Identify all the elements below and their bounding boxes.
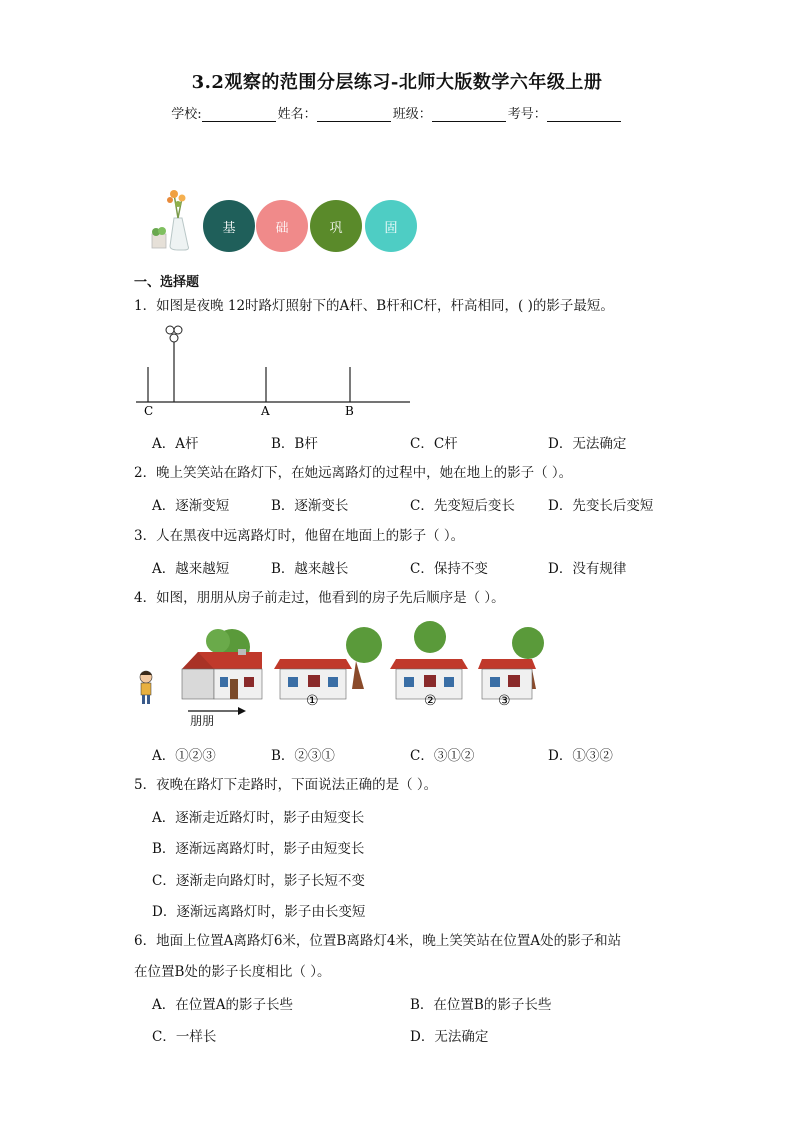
- q1-option-d[interactable]: D．无法确定: [548, 436, 627, 452]
- q3-option-d[interactable]: D．没有规律: [548, 561, 627, 577]
- label-c: C: [144, 404, 154, 417]
- q5-option-c[interactable]: C．逐渐走向路灯时，影子长短不变: [152, 873, 365, 889]
- q2-option-a[interactable]: A．逐渐变短: [152, 498, 230, 514]
- plant-vase-icon: [148, 188, 196, 252]
- q4-option-b[interactable]: B．②③①: [271, 748, 335, 764]
- houses-figure: [134, 617, 564, 732]
- boy-icon: [140, 671, 152, 704]
- question-6-text-line2: 在位置B处的影子长度相比（ ）。: [134, 964, 331, 980]
- q3-option-b[interactable]: B．越来越长: [271, 561, 349, 577]
- house-3-icon: [478, 627, 544, 699]
- q5-option-d[interactable]: D．逐渐远离路灯时，影子由长变短: [152, 904, 366, 920]
- banner-char-4: 固: [365, 200, 417, 252]
- q4-option-d[interactable]: D．①③②: [548, 748, 613, 764]
- house-label-1: ①: [306, 693, 319, 709]
- question-3-text: 3．人在黑夜中远离路灯时，他留在地面上的影子（ ）。: [134, 528, 465, 544]
- house-perspective-icon: [182, 629, 262, 699]
- house-1-icon: [274, 627, 382, 699]
- q5-option-b[interactable]: B．逐渐远离路灯时，影子由短变长: [152, 841, 365, 857]
- school-field[interactable]: 学校:: [171, 103, 277, 122]
- q5-option-a[interactable]: A．逐渐走近路灯时，影子由短变长: [152, 810, 365, 826]
- q6-option-b[interactable]: B．在位置B的影子长些: [410, 997, 552, 1013]
- q2-option-b[interactable]: B．逐渐变长: [271, 498, 349, 514]
- q3-option-a[interactable]: A．越来越短: [152, 561, 230, 577]
- person-label: 朋朋: [190, 714, 215, 728]
- banner-char-1: 基: [203, 200, 255, 252]
- q6-option-c[interactable]: C．一样长: [152, 1029, 217, 1045]
- exam-number-field[interactable]: 考号：: [508, 103, 623, 122]
- question-1-text: 1．如图是夜晚 12时路灯照射下的A杆、B杆和C杆，杆高相同，( )的影子最短。: [134, 298, 614, 314]
- q1-option-a[interactable]: A．A杆: [152, 436, 199, 452]
- house-2-icon: [390, 621, 468, 699]
- house-label-2: ②: [424, 693, 437, 709]
- q1-option-b[interactable]: B．B杆: [271, 436, 318, 452]
- q2-option-c[interactable]: C．先变短后变长: [410, 498, 515, 514]
- label-a: A: [261, 404, 270, 417]
- section-heading: 一、选择题: [134, 275, 200, 290]
- question-4-text: 4．如图，朋朋从房子前走过，他看到的房子先后顺序是（ ）。: [134, 590, 505, 606]
- q4-option-c[interactable]: C．③①②: [410, 748, 475, 764]
- q6-option-a[interactable]: A．在位置A的影子长些: [152, 997, 293, 1013]
- q4-option-a[interactable]: A．①②③: [152, 748, 216, 764]
- q2-option-d[interactable]: D．先变长后变短: [548, 498, 654, 514]
- name-field[interactable]: 姓名：: [278, 103, 393, 122]
- label-b: B: [345, 404, 354, 417]
- question-2-text: 2．晚上笑笑站在路灯下，在她远离路灯的过程中，她在地上的影子（ ）。: [134, 465, 573, 481]
- house-label-3: ③: [498, 693, 511, 709]
- banner-char-3: 巩: [310, 200, 362, 252]
- q1-option-c[interactable]: C．C杆: [410, 436, 458, 452]
- question-6-text-line1: 6．地面上位置A离路灯6米，位置B离路灯4米，晚上笑笑站在位置A处的影子和站: [134, 933, 622, 949]
- banner-char-2: 础: [256, 200, 308, 252]
- q3-option-c[interactable]: C．保持不变: [410, 561, 488, 577]
- q6-option-d[interactable]: D．无法确定: [410, 1029, 489, 1045]
- question-5-text: 5．夜晚在路灯下走路时，下面说法正确的是（ ）。: [134, 777, 438, 793]
- class-field[interactable]: 班级：: [393, 103, 508, 122]
- street-lamp-poles-figure: [134, 322, 414, 417]
- student-info-row: [0, 103, 794, 122]
- page-title: 3.2观察的范围分层练习-北师大版数学六年级上册: [191, 72, 603, 93]
